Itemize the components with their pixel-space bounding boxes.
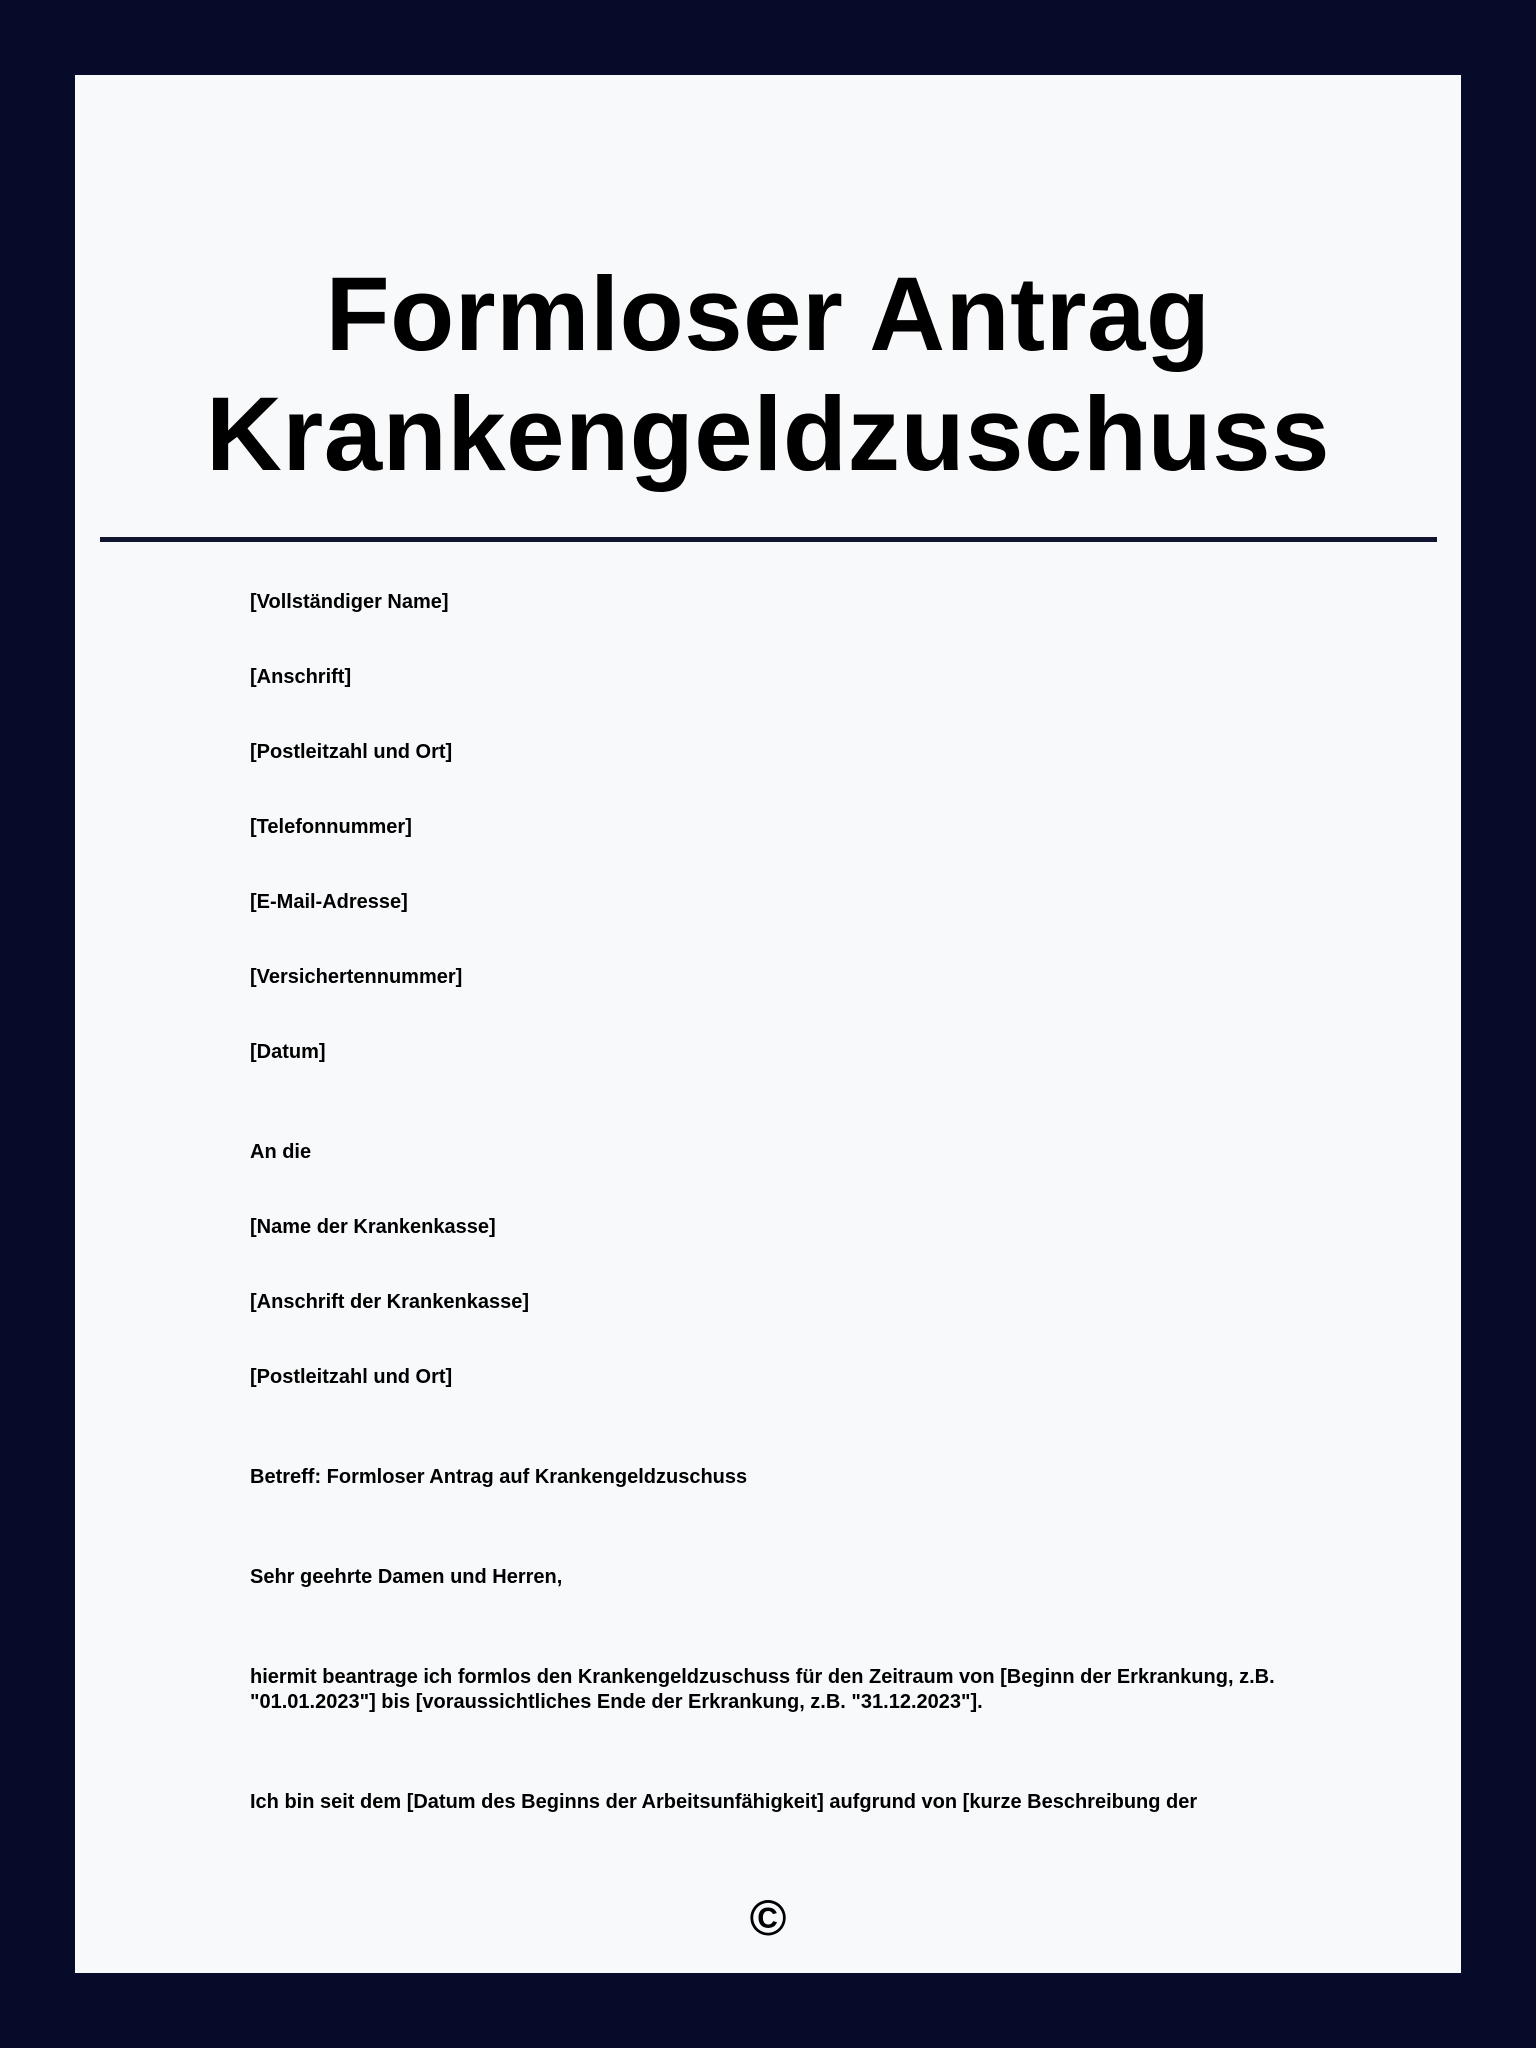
sender-postal-city: [Postleitzahl und Ort]: [250, 741, 453, 763]
recipient-address: [Anschrift der Krankenkasse]: [250, 1291, 529, 1313]
sender-name: [Vollständiger Name]: [250, 591, 449, 613]
copyright-icon: ©: [749, 1890, 787, 1946]
letter-subject: Betreff: Formloser Antrag auf Krankengeldzuschuss: [250, 1466, 748, 1488]
letter-paragraph-1: hiermit beantrage ich formlos den Krankengeldzuschuss für den Zeitraum von [Beginn der Erkrankung, z.B. "01.01.2023"] bis [voraussichtliches Ende der Erkrankung, z.B. "31.12.2023"].: [250, 1666, 1275, 1713]
title-line-2: Krankengeldzuschuss: [206, 376, 1330, 493]
title-line-1: Formloser Antrag: [325, 256, 1211, 373]
letter-paragraph-2: Ich bin seit dem [Datum des Beginns der Arbeitsunfähigkeit] aufgrund von [kurze Beschreibung der: [250, 1791, 1198, 1813]
sender-address: [Anschrift]: [250, 666, 352, 688]
document-title: [75, 255, 1461, 495]
letter-salutation: Sehr geehrte Damen und Herren,: [250, 1566, 563, 1588]
sender-phone: [Telefonnummer]: [250, 816, 412, 838]
sender-email: [E-Mail-Adresse]: [250, 891, 408, 913]
letter-date: [Datum]: [250, 1041, 326, 1063]
recipient-to: An die: [250, 1141, 312, 1163]
sender-insurance-number: [Versichertennummer]: [250, 966, 463, 988]
document-page: [75, 75, 1461, 1973]
recipient-postal-city: [Postleitzahl und Ort]: [250, 1366, 453, 1388]
recipient-name: [Name der Krankenkasse]: [250, 1216, 496, 1238]
title-divider: [100, 537, 1437, 542]
